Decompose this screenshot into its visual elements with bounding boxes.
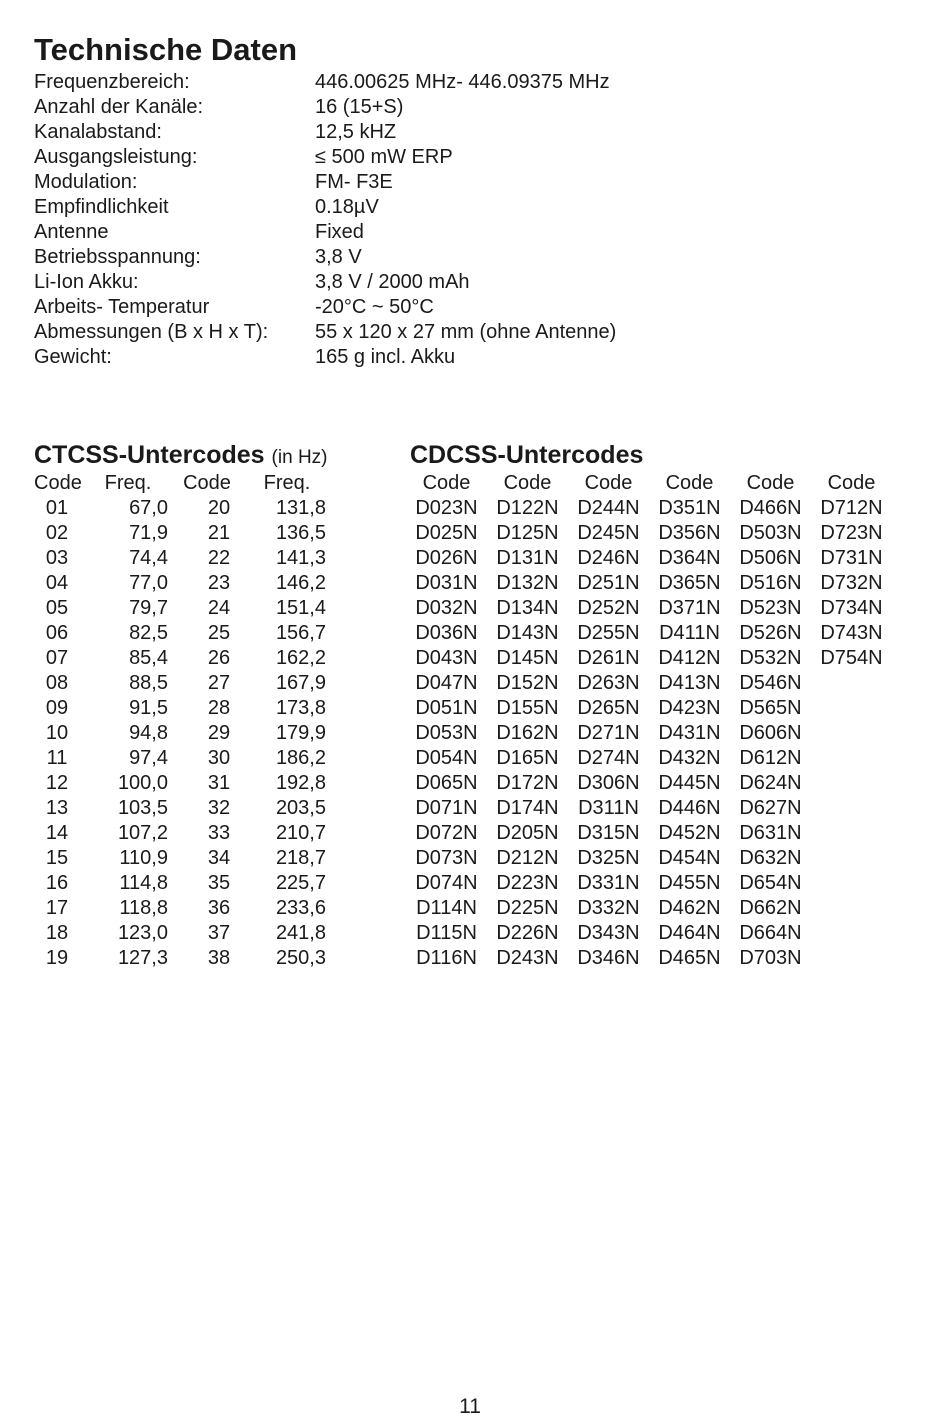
cdcss-code: D712N bbox=[820, 497, 883, 519]
cdcss-row bbox=[406, 821, 892, 846]
cdcss-code: D131N bbox=[496, 547, 559, 569]
spec-row bbox=[34, 70, 616, 95]
ctcss-code: 12 bbox=[45, 772, 69, 794]
cdcss-code: D703N bbox=[739, 947, 802, 969]
cdcss-code: D225N bbox=[496, 897, 559, 919]
cdcss-row bbox=[406, 721, 892, 746]
cdcss-code: D365N bbox=[658, 572, 721, 594]
cdcss-code: D346N bbox=[577, 947, 640, 969]
cdcss-row bbox=[406, 646, 892, 671]
cdcss-code: D412N bbox=[658, 647, 721, 669]
cdcss-row bbox=[406, 871, 892, 896]
spec-value: ≤ 500 mW ERP bbox=[315, 146, 453, 168]
cdcss-code: D116N bbox=[416, 947, 477, 969]
ctcss-freq: 218,7 bbox=[275, 847, 326, 869]
spec-row bbox=[34, 245, 616, 270]
page-title: Technische Daten bbox=[34, 32, 298, 67]
spec-row bbox=[34, 195, 616, 220]
cdcss-code: D053N bbox=[415, 722, 478, 744]
cdcss-row bbox=[406, 796, 892, 821]
spec-label: Ausgangsleistung: bbox=[34, 146, 198, 168]
cdcss-code bbox=[811, 821, 892, 846]
cdcss-code: D606N bbox=[739, 722, 802, 744]
cdcss-code bbox=[811, 771, 892, 796]
spec-label: Empfindlichkeit bbox=[34, 196, 169, 218]
ctcss-row bbox=[34, 896, 332, 921]
cdcss-code: D732N bbox=[820, 572, 883, 594]
cdcss-code: D351N bbox=[658, 497, 721, 519]
cdcss-code: D455N bbox=[658, 872, 721, 894]
cdcss-code: D723N bbox=[820, 522, 883, 544]
ctcss-code: 25 bbox=[207, 622, 231, 644]
ctcss-row bbox=[34, 821, 332, 846]
cdcss-code: D125N bbox=[496, 522, 559, 544]
ctcss-freq: 74,4 bbox=[129, 547, 168, 569]
spec-label: Antenne bbox=[34, 221, 109, 243]
cdcss-code: D565N bbox=[739, 697, 802, 719]
ctcss-freq: 67,0 bbox=[129, 497, 168, 519]
ctcss-code: 33 bbox=[207, 822, 231, 844]
spec-value: 0.18µV bbox=[315, 196, 379, 218]
cdcss-row bbox=[406, 746, 892, 771]
cdcss-code: D252N bbox=[577, 597, 640, 619]
ctcss-code: 38 bbox=[207, 947, 231, 969]
ctcss-freq: 131,8 bbox=[275, 497, 326, 519]
cdcss-code: D413N bbox=[658, 672, 721, 694]
ctcss-code: 29 bbox=[207, 722, 231, 744]
cdcss-row bbox=[406, 621, 892, 646]
ctcss-freq: 91,5 bbox=[129, 697, 168, 719]
cdcss-code: D032N bbox=[415, 597, 478, 619]
ctcss-freq: 156,7 bbox=[275, 622, 326, 644]
ctcss-code: 04 bbox=[45, 572, 69, 594]
cdcss-code: D546N bbox=[739, 672, 802, 694]
cdcss-code: D532N bbox=[739, 647, 802, 669]
ctcss-freq: 100,0 bbox=[117, 772, 168, 794]
cdcss-row bbox=[406, 946, 892, 971]
cdcss-code: D332N bbox=[577, 897, 640, 919]
cdcss-header-cell: Code bbox=[422, 472, 471, 494]
ctcss-code: 22 bbox=[207, 547, 231, 569]
ctcss-code: 08 bbox=[45, 672, 69, 694]
ctcss-code: 06 bbox=[45, 622, 69, 644]
cdcss-code: D612N bbox=[739, 747, 802, 769]
ctcss-row bbox=[34, 696, 332, 721]
ctcss-row bbox=[34, 796, 332, 821]
cdcss-code: D343N bbox=[577, 922, 640, 944]
ctcss-freq: 141,3 bbox=[275, 547, 326, 569]
spec-row bbox=[34, 95, 616, 120]
ctcss-freq: 79,7 bbox=[129, 597, 168, 619]
spec-row bbox=[34, 270, 616, 295]
ctcss-row bbox=[34, 746, 332, 771]
cdcss-code: D073N bbox=[415, 847, 478, 869]
cdcss-code bbox=[811, 796, 892, 821]
spec-value: 446.00625 MHz- 446.09375 MHz bbox=[315, 71, 610, 93]
ctcss-code: 09 bbox=[45, 697, 69, 719]
ctcss-code: 19 bbox=[45, 947, 69, 969]
cdcss-code: D325N bbox=[577, 847, 640, 869]
spec-label: Kanalabstand: bbox=[34, 121, 162, 143]
cdcss-row bbox=[406, 671, 892, 696]
cdcss-code: D624N bbox=[739, 772, 802, 794]
cdcss-code: D122N bbox=[496, 497, 559, 519]
cdcss-code: D134N bbox=[496, 597, 559, 619]
ctcss-code: 35 bbox=[207, 872, 231, 894]
cdcss-code: D145N bbox=[496, 647, 559, 669]
cdcss-code: D263N bbox=[577, 672, 640, 694]
cdcss-code: D152N bbox=[496, 672, 559, 694]
cdcss-code: D071N bbox=[415, 797, 478, 819]
spec-list bbox=[34, 70, 616, 370]
cdcss-code: D503N bbox=[739, 522, 802, 544]
spec-label: Anzahl der Kanäle: bbox=[34, 96, 204, 118]
ctcss-unit: (in Hz) bbox=[271, 447, 328, 468]
ctcss-freq: 136,5 bbox=[275, 522, 326, 544]
spec-value: -20°C ~ 50°C bbox=[315, 296, 434, 318]
spec-row bbox=[34, 345, 616, 370]
ctcss-header-cell: Freq. bbox=[263, 472, 311, 494]
cdcss-code: D245N bbox=[577, 522, 640, 544]
cdcss-code: D072N bbox=[415, 822, 478, 844]
cdcss-code: D031N bbox=[415, 572, 478, 594]
cdcss-code bbox=[811, 896, 892, 921]
cdcss-code: D274N bbox=[577, 747, 640, 769]
ctcss-freq: 82,5 bbox=[129, 622, 168, 644]
ctcss-code: 03 bbox=[45, 547, 69, 569]
ctcss-freq: 167,9 bbox=[275, 672, 326, 694]
ctcss-row bbox=[34, 946, 332, 971]
cdcss-code: D454N bbox=[658, 847, 721, 869]
ctcss-code: 26 bbox=[207, 647, 231, 669]
cdcss-code: D162N bbox=[496, 722, 559, 744]
cdcss-row bbox=[406, 921, 892, 946]
spec-value: 165 g incl. Akku bbox=[315, 346, 456, 368]
ctcss-code: 24 bbox=[207, 597, 231, 619]
cdcss-code: D452N bbox=[658, 822, 721, 844]
cdcss-row bbox=[406, 521, 892, 546]
ctcss-row bbox=[34, 671, 332, 696]
ctcss-freq: 192,8 bbox=[275, 772, 326, 794]
cdcss-code: D423N bbox=[658, 697, 721, 719]
cdcss-code: D074N bbox=[415, 872, 478, 894]
spec-value: 55 x 120 x 27 mm (ohne Antenne) bbox=[315, 321, 617, 343]
ctcss-header-cell: Freq. bbox=[104, 472, 152, 494]
cdcss-code bbox=[811, 696, 892, 721]
cdcss-code: D223N bbox=[496, 872, 559, 894]
cdcss-code: D411N bbox=[659, 622, 720, 644]
spec-value: FM- F3E bbox=[315, 171, 393, 193]
cdcss-code: D143N bbox=[496, 622, 559, 644]
cdcss-code: D523N bbox=[739, 597, 802, 619]
cdcss-code: D205N bbox=[496, 822, 559, 844]
ctcss-freq: 123,0 bbox=[117, 922, 168, 944]
ctcss-freq: 88,5 bbox=[129, 672, 168, 694]
cdcss-header-cell: Code bbox=[746, 472, 795, 494]
ctcss-freq: 225,7 bbox=[275, 872, 326, 894]
ctcss-title-text: CTCSS-Untercodes bbox=[34, 441, 265, 469]
cdcss-code: D243N bbox=[496, 947, 559, 969]
cdcss-code: D115N bbox=[416, 922, 477, 944]
cdcss-code bbox=[811, 671, 892, 696]
ctcss-code: 14 bbox=[45, 822, 69, 844]
ctcss-code: 28 bbox=[207, 697, 231, 719]
cdcss-code: D244N bbox=[577, 497, 640, 519]
spec-label: Arbeits- Temperatur bbox=[34, 296, 210, 318]
spec-value: Fixed bbox=[315, 221, 364, 243]
spec-label: Betriebsspannung: bbox=[34, 246, 201, 268]
cdcss-row bbox=[406, 771, 892, 796]
cdcss-code: D465N bbox=[658, 947, 721, 969]
cdcss-code: D734N bbox=[820, 597, 883, 619]
ctcss-code: 10 bbox=[45, 722, 69, 744]
cdcss-code: D114N bbox=[416, 897, 477, 919]
spec-label: Gewicht: bbox=[34, 346, 112, 368]
cdcss-code: D212N bbox=[496, 847, 559, 869]
ctcss-freq: 71,9 bbox=[129, 522, 168, 544]
ctcss-code: 37 bbox=[207, 922, 231, 944]
cdcss-code: D664N bbox=[739, 922, 802, 944]
cdcss-code: D731N bbox=[820, 547, 883, 569]
ctcss-freq: 94,8 bbox=[129, 722, 168, 744]
cdcss-code: D356N bbox=[658, 522, 721, 544]
ctcss-row bbox=[34, 871, 332, 896]
ctcss-row bbox=[34, 921, 332, 946]
ctcss-freq: 179,9 bbox=[275, 722, 326, 744]
ctcss-code: 07 bbox=[45, 647, 69, 669]
ctcss-freq: 110,9 bbox=[119, 847, 168, 869]
cdcss-code: D743N bbox=[820, 622, 883, 644]
spec-row bbox=[34, 220, 616, 245]
cdcss-code bbox=[811, 746, 892, 771]
cdcss-code: D464N bbox=[658, 922, 721, 944]
cdcss-header-cell: Code bbox=[584, 472, 633, 494]
ctcss-header-cell: Code bbox=[34, 472, 82, 494]
cdcss-row bbox=[406, 546, 892, 571]
cdcss-code: D431N bbox=[658, 722, 721, 744]
cdcss-code: D331N bbox=[577, 872, 640, 894]
cdcss-code: D271N bbox=[577, 722, 640, 744]
ctcss-code: 17 bbox=[45, 897, 69, 919]
ctcss-code: 36 bbox=[207, 897, 231, 919]
cdcss-header-row bbox=[406, 471, 892, 496]
cdcss-table bbox=[406, 471, 892, 971]
ctcss-row bbox=[34, 521, 332, 546]
ctcss-code: 31 bbox=[207, 772, 231, 794]
cdcss-code: D631N bbox=[739, 822, 802, 844]
cdcss-code: D371N bbox=[658, 597, 721, 619]
spec-label: Frequenzbereich: bbox=[34, 71, 190, 93]
ctcss-header-cell: Code bbox=[183, 472, 231, 494]
cdcss-code: D445N bbox=[658, 772, 721, 794]
cdcss-code bbox=[811, 846, 892, 871]
cdcss-code: D627N bbox=[739, 797, 802, 819]
ctcss-freq: 146,2 bbox=[275, 572, 326, 594]
spec-value: 16 (15+S) bbox=[315, 96, 404, 118]
cdcss-code: D662N bbox=[739, 897, 802, 919]
spec-value: 3,8 V bbox=[315, 246, 362, 268]
cdcss-header-cell: Code bbox=[503, 472, 552, 494]
ctcss-code: 30 bbox=[207, 747, 231, 769]
ctcss-freq: 162,2 bbox=[275, 647, 326, 669]
cdcss-code: D432N bbox=[658, 747, 721, 769]
spec-row bbox=[34, 145, 616, 170]
ctcss-freq: 127,3 bbox=[117, 947, 168, 969]
cdcss-code: D023N bbox=[415, 497, 478, 519]
cdcss-code: D025N bbox=[415, 522, 478, 544]
cdcss-code: D226N bbox=[496, 922, 559, 944]
ctcss-freq: 250,3 bbox=[275, 947, 326, 969]
cdcss-code: D251N bbox=[577, 572, 640, 594]
ctcss-code: 16 bbox=[45, 872, 69, 894]
ctcss-code: 15 bbox=[45, 847, 69, 869]
ctcss-code: 21 bbox=[207, 522, 231, 544]
ctcss-code: 34 bbox=[207, 847, 231, 869]
cdcss-code: D654N bbox=[739, 872, 802, 894]
ctcss-freq: 233,6 bbox=[275, 897, 326, 919]
cdcss-code bbox=[811, 871, 892, 896]
ctcss-freq: 151,4 bbox=[275, 597, 326, 619]
ctcss-code: 32 bbox=[207, 797, 231, 819]
page-number: 11 bbox=[459, 1395, 481, 1418]
spec-value: 3,8 V / 2000 mAh bbox=[315, 271, 470, 293]
ctcss-row bbox=[34, 596, 332, 621]
cdcss-code: D172N bbox=[496, 772, 559, 794]
cdcss-title: CDCSS-Untercodes bbox=[410, 441, 644, 469]
cdcss-code bbox=[811, 721, 892, 746]
spec-label: Abmessungen (B x H x T): bbox=[34, 321, 269, 343]
cdcss-header-cell: Code bbox=[827, 472, 876, 494]
ctcss-row bbox=[34, 846, 332, 871]
ctcss-code: 20 bbox=[207, 497, 231, 519]
ctcss-freq: 85,4 bbox=[129, 647, 168, 669]
ctcss-row bbox=[34, 546, 332, 571]
ctcss-freq: 118,8 bbox=[119, 897, 168, 919]
ctcss-code: 05 bbox=[45, 597, 69, 619]
cdcss-code: D306N bbox=[577, 772, 640, 794]
ctcss-freq: 77,0 bbox=[129, 572, 168, 594]
spec-label: Li-Ion Akku: bbox=[34, 271, 139, 293]
ctcss-freq: 210,7 bbox=[275, 822, 326, 844]
cdcss-code: D265N bbox=[577, 697, 640, 719]
cdcss-row bbox=[406, 571, 892, 596]
ctcss-freq: 186,2 bbox=[275, 747, 326, 769]
spec-row bbox=[34, 320, 616, 345]
ctcss-row bbox=[34, 646, 332, 671]
spec-label: Modulation: bbox=[34, 171, 138, 193]
ctcss-header-row bbox=[34, 471, 332, 496]
ctcss-code: 01 bbox=[45, 497, 69, 519]
ctcss-code: 13 bbox=[45, 797, 69, 819]
cdcss-code: D311N bbox=[578, 797, 639, 819]
cdcss-code: D036N bbox=[415, 622, 478, 644]
spec-value: 12,5 kHZ bbox=[315, 121, 397, 143]
cdcss-code: D516N bbox=[739, 572, 802, 594]
ctcss-freq: 241,8 bbox=[275, 922, 326, 944]
ctcss-freq: 173,8 bbox=[275, 697, 326, 719]
cdcss-header-cell: Code bbox=[665, 472, 714, 494]
ctcss-freq: 103,5 bbox=[117, 797, 168, 819]
cdcss-code: D462N bbox=[658, 897, 721, 919]
cdcss-code: D315N bbox=[577, 822, 640, 844]
cdcss-code: D466N bbox=[739, 497, 802, 519]
cdcss-code: D261N bbox=[577, 647, 640, 669]
ctcss-code: 18 bbox=[45, 922, 69, 944]
cdcss-code: D051N bbox=[415, 697, 478, 719]
ctcss-freq: 203,5 bbox=[275, 797, 326, 819]
ctcss-row bbox=[34, 496, 332, 521]
cdcss-code: D047N bbox=[415, 672, 478, 694]
cdcss-code bbox=[811, 946, 892, 971]
cdcss-code bbox=[811, 921, 892, 946]
ctcss-freq: 114,8 bbox=[119, 872, 168, 894]
cdcss-code: D132N bbox=[496, 572, 559, 594]
ctcss-row bbox=[34, 621, 332, 646]
cdcss-row bbox=[406, 496, 892, 521]
cdcss-code: D446N bbox=[658, 797, 721, 819]
ctcss-freq: 97,4 bbox=[129, 747, 168, 769]
ctcss-code: 23 bbox=[207, 572, 231, 594]
ctcss-row bbox=[34, 721, 332, 746]
ctcss-title bbox=[34, 438, 328, 475]
cdcss-code: D054N bbox=[415, 747, 478, 769]
cdcss-row bbox=[406, 846, 892, 871]
cdcss-code: D165N bbox=[496, 747, 559, 769]
ctcss-code: 11 bbox=[46, 747, 68, 769]
spec-row bbox=[34, 120, 616, 145]
ctcss-freq: 107,2 bbox=[117, 822, 168, 844]
ctcss-row bbox=[34, 771, 332, 796]
cdcss-code: D506N bbox=[739, 547, 802, 569]
cdcss-code: D526N bbox=[739, 622, 802, 644]
cdcss-code: D026N bbox=[415, 547, 478, 569]
cdcss-code: D174N bbox=[496, 797, 559, 819]
ctcss-row bbox=[34, 571, 332, 596]
cdcss-code: D155N bbox=[496, 697, 559, 719]
ctcss-table bbox=[34, 471, 332, 971]
cdcss-row bbox=[406, 896, 892, 921]
cdcss-code: D754N bbox=[820, 647, 883, 669]
cdcss-code: D043N bbox=[415, 647, 478, 669]
ctcss-code: 27 bbox=[207, 672, 231, 694]
cdcss-code: D364N bbox=[658, 547, 721, 569]
cdcss-code: D632N bbox=[739, 847, 802, 869]
cdcss-code: D246N bbox=[577, 547, 640, 569]
cdcss-row bbox=[406, 696, 892, 721]
spec-row bbox=[34, 295, 616, 320]
spec-row bbox=[34, 170, 616, 195]
cdcss-row bbox=[406, 596, 892, 621]
ctcss-code: 02 bbox=[45, 522, 69, 544]
cdcss-code: D255N bbox=[577, 622, 640, 644]
cdcss-code: D065N bbox=[415, 772, 478, 794]
